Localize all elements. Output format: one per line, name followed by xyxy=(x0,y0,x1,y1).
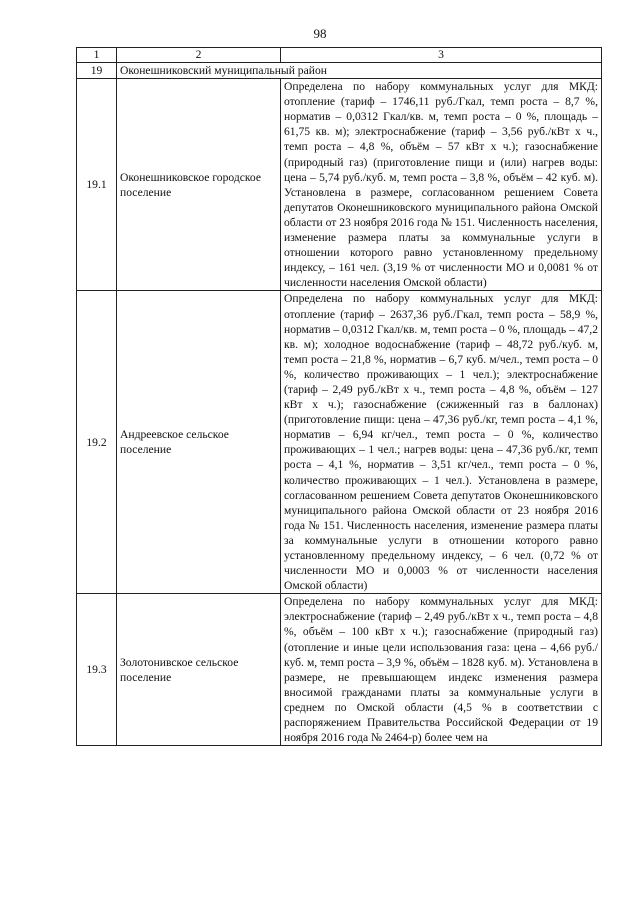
page-number: 98 xyxy=(313,26,327,41)
settlement-name: Андреевское сельское поселение xyxy=(117,291,281,594)
tariff-table xyxy=(76,47,602,746)
payment-description: Определена по набору коммунальных услуг для МКД: отопление (тариф – 1746,11 руб./Гкал, темп роста – 8,7 %, норматив – 0,0312 Гкал/кв. м, темп роста – 0 %, площадь – 61,75 кв. м); электроснабжение (тариф – 3,56 руб./кВт х ч., темп роста – 4,8 %, объём – 57 кВт х ч.); газоснабжение (природный газ) (приготовление пищи и (или) нагрев воды: цена – 5,74 руб./куб. м, темп роста – 3,8 %, объём – 42 куб. м). Установлена в размере, согласованном решением Совета депутатов Оконешниковского муниципального района Омской области от 23 ноября 2016 года № 151. Численность населения, изменение размера платы за коммунальные услуги в отношении которого равно установленному предельному индексу, – 161 чел. (3,19 % от численности МО и 0,0081 % от численности населения Омской области) xyxy=(281,79,602,291)
table-row xyxy=(77,291,602,594)
column-numbers-row xyxy=(77,48,602,63)
district-name: Оконешниковский муниципальный район xyxy=(117,63,602,79)
row-number: 19.1 xyxy=(77,79,117,291)
row-number: 19.2 xyxy=(77,291,117,594)
payment-description: Определена по набору коммунальных услуг для МКД: электроснабжение (тариф – 2,49 руб./кВт х ч., темп роста – 4,8 %, объём – 100 кВт х ч.); газоснабжение (природный газ) (отопление и иные цели использования газа: цена – 4,66 руб./куб. м, темп роста – 3,9 %, объём – 1828 куб. м). Установлена в размере, не превышающем индекс изменения размера вносимой гражданами платы за коммунальные услуги в среднем по Омской области (4,5 % в соответствии с распоряжением Правительства Российской Федерации от 19 ноября 2016 года № 2464-р) более чем на xyxy=(281,594,602,746)
column-number-1: 1 xyxy=(77,48,117,63)
column-number-3: 3 xyxy=(281,48,602,63)
row-number: 19.3 xyxy=(77,594,117,746)
table-row xyxy=(77,594,602,746)
district-row xyxy=(77,63,602,79)
table-row xyxy=(77,79,602,291)
settlement-name: Оконешниковское городское поселение xyxy=(117,79,281,291)
district-number: 19 xyxy=(77,63,117,79)
payment-description: Определена по набору коммунальных услуг для МКД: отопление (тариф – 2637,36 руб./Гкал, темп роста – 58,9 %, норматив – 0,0312 Гкал/кв. м, темп роста – 0 %, площадь – 47,2 кв. м); холодное водоснабжение (тариф – 48,72 руб./куб. м, темп роста – 21,8 %, норматив – 6,7 куб. м/чел., темп роста – 0 %, количество проживающих – 1 чел.); электроснабжение (тариф – 2,49 руб./кВт х ч., темп роста – 4,8 %, объём – 127 кВт х ч.); газоснабжение (сжиженный газ в баллонах) (приготовление пищи: цена – 47,36 руб./кг, темп роста – 4,1 %, норматив – 6,94 кг/чел., темп роста – 0 %, количество проживающих – 1 чел.; нагрев воды: цена – 47,36 руб./кг, темп роста – 4,1 %, норматив – 3,51 кг/чел., темп роста – 0 %, количество проживающих – 1 чел.). Установлена в размере, согласованном решением Совета депутатов Оконешниковского муниципального района Омской области от 23 ноября 2016 года № 151. Численность населения, изменение размера платы за коммунальные услуги в отношении которого равно установленному предельному индексу, – 6 чел. (0,72 % от численности МО и 0,0003 % от численности населения Омской области) xyxy=(281,291,602,594)
column-number-2: 2 xyxy=(117,48,281,63)
settlement-name: Золотонивское сельское поселение xyxy=(117,594,281,746)
